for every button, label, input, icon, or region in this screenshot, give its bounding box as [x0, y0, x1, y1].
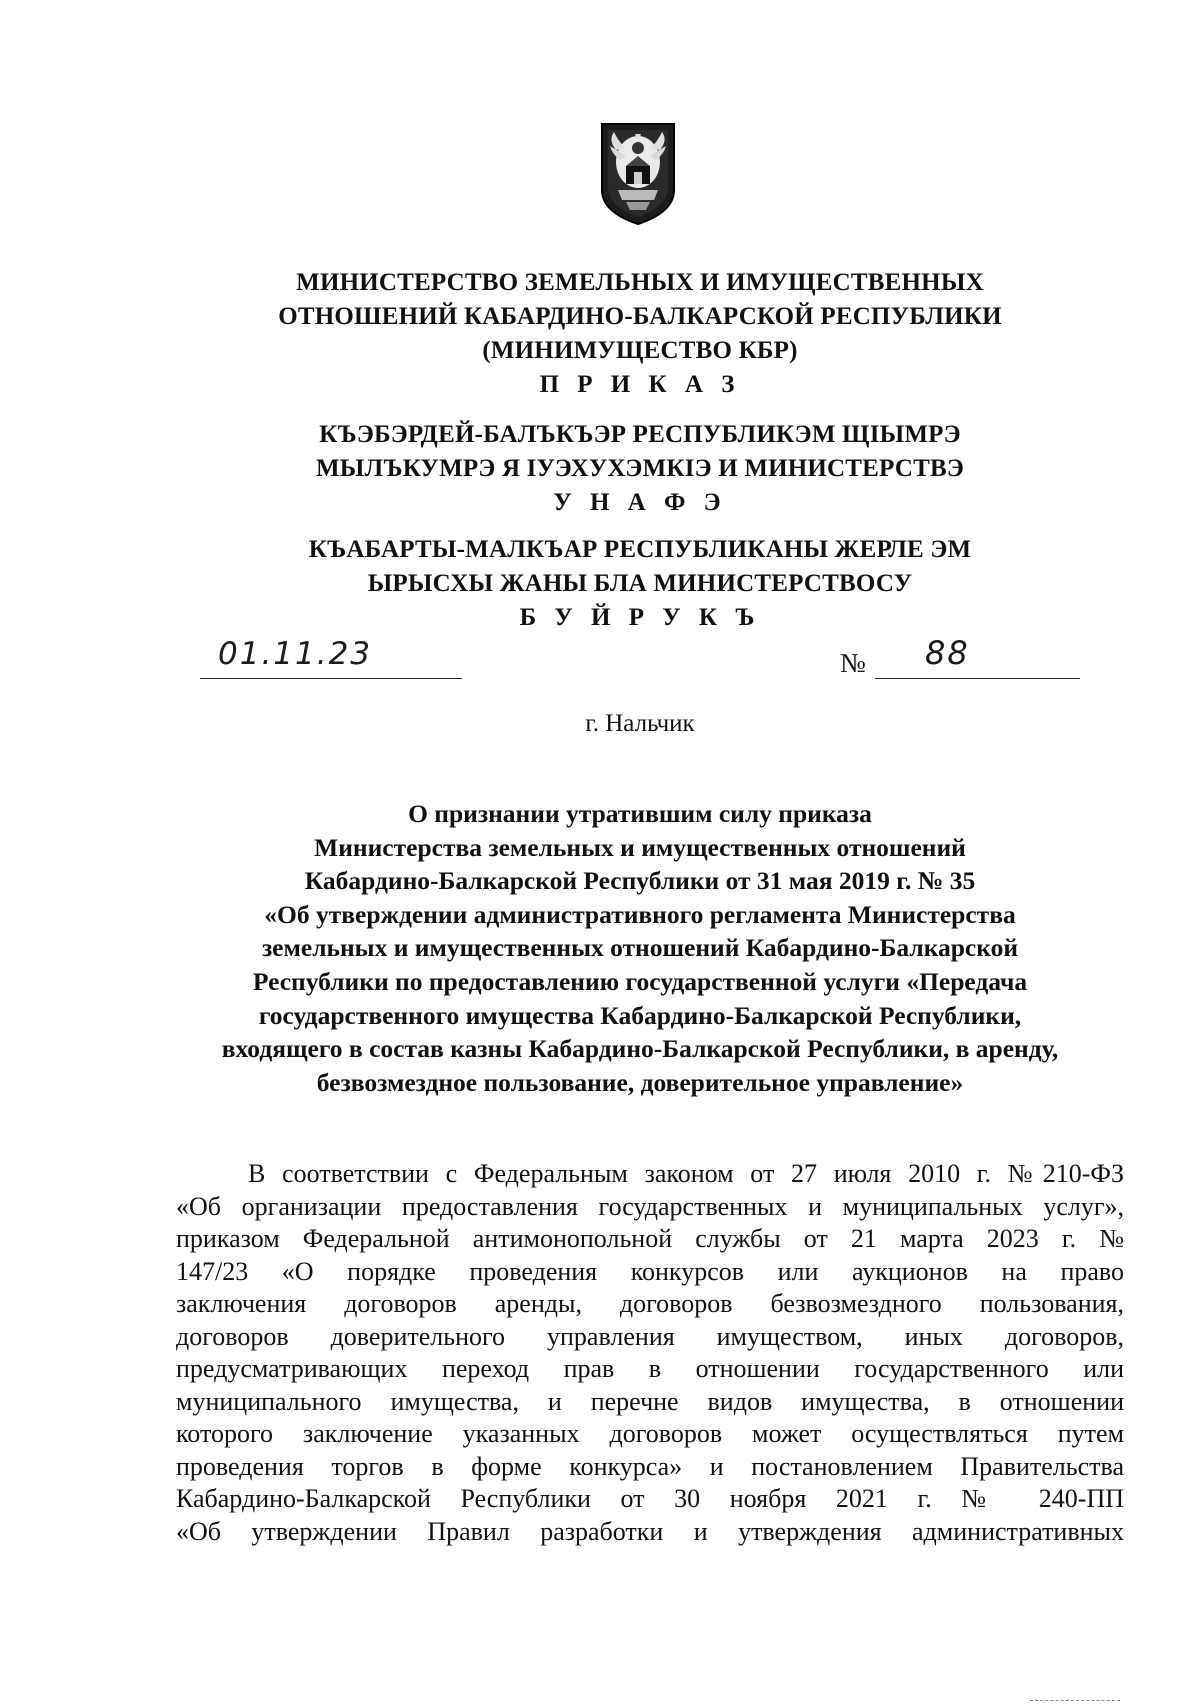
body-line: предусматривающих переход прав в отношении государственного или — [176, 1354, 1124, 1383]
handwritten-number: 88 — [925, 634, 970, 672]
header-kabardian — [200, 418, 1080, 520]
header-line: МЫЛЪКУМРЭ Я IУЭХУХЭМКIЭ И МИНИСТЕРСТВЭ — [316, 455, 964, 482]
title-line: безвозмездное пользование, доверительное управление» — [316, 1067, 964, 1097]
header-line: КЪАБАРТЫ-МАЛКЪАР РЕСПУБЛИКАНЫ ЖЕРЛЕ ЭМ — [308, 536, 972, 563]
date-number-row — [200, 634, 1080, 682]
body-line: заключения договоров аренды, договоров безвозмездного пользования, — [176, 1289, 1124, 1318]
date-field — [200, 638, 462, 679]
body-line: Кабардино-Балкарской Республики от 30 ноября 2021 г. № 240-ПП — [176, 1484, 1124, 1513]
title-line: «Об утверждении административного регламента Министерства — [264, 899, 1016, 929]
title-line: земельных и имущественных отношений Кабардино-Балкарской — [261, 933, 1019, 963]
body-line: муниципального имущества, и перечне видов имущества, в отношении — [176, 1386, 1124, 1416]
header-line: ОТНОШЕНИЙ КАБАРДИНО-БАЛКАРСКОЙ РЕСПУБЛИКИ — [278, 303, 1002, 330]
body-line: приказом Федеральной антимонопольной службы от 21 марта 2023 г. № — [176, 1224, 1124, 1253]
handwritten-date: 01.11.23 — [218, 636, 373, 672]
header-karachay-balkar — [200, 533, 1080, 635]
header-line: МИНИСТЕРСТВО ЗЕМЕЛЬНЫХ И ИМУЩЕСТВЕННЫХ — [296, 269, 984, 296]
body-line: 147/23 «О порядке проведения конкурсов или аукционов на право — [176, 1256, 1124, 1286]
body-text — [176, 1158, 1124, 1548]
body-line: «Об утверждении Правил разработки и утверждения административных — [176, 1516, 1124, 1546]
body-line: которого заключение указанных договоров может осуществляться путем — [176, 1419, 1124, 1448]
title-line: Министерства земельных и имущественных отношений — [314, 832, 966, 862]
kbr-coat-of-arms-icon — [598, 120, 678, 228]
body-line: В соответствии с Федеральным законом от 27 июля 2010 г. №210-ФЗ — [248, 1159, 1124, 1188]
doc-type-russian: П Р И К А З — [539, 371, 741, 398]
body-line: «Об организации предоставления государственных и муниципальных услуг», — [176, 1191, 1124, 1221]
number-label: № — [840, 648, 866, 678]
title-line: Республики по предоставлению государственной услуги «Передача — [252, 966, 1028, 996]
title-line: О признании утратившим силу приказа — [408, 799, 872, 828]
doc-type-karachay-balkar: Б У Й Р У К Ъ — [519, 604, 761, 631]
title-line: государственного имущества Кабардино-Балкарской Республики, — [258, 1000, 1022, 1030]
title-line: Кабардино-Балкарской Республики от 31 мая 2019 г. № 35 — [304, 866, 976, 896]
doc-type-kabardian: У Н А Ф Э — [553, 489, 727, 516]
title-line: входящего в состав казны Кабардино-Балкарской Республики, в аренду, — [221, 1034, 1059, 1064]
header-russian — [200, 266, 1080, 402]
header-line: (МИНИМУЩЕСТВО КБР) — [482, 337, 798, 364]
city-name: г. Нальчик — [585, 710, 695, 737]
scan-edge-mark — [1030, 1698, 1120, 1701]
number-field — [875, 634, 1080, 679]
header-line: ЫРЫСХЫ ЖАНЫ БЛА МИНИСТЕРСТВОСУ — [367, 570, 913, 597]
body-line: проведения торгов в форме конкурса» и постановлением Правительства — [176, 1451, 1124, 1481]
body-line: договоров доверительного управления имуществом, иных договоров, — [176, 1321, 1124, 1351]
document-title — [150, 797, 1130, 1099]
header-line: КЪЭБЭРДЕЙ-БАЛЪКЪЭР РЕСПУБЛИКЭМ ЩIЫМРЭ — [319, 421, 961, 448]
